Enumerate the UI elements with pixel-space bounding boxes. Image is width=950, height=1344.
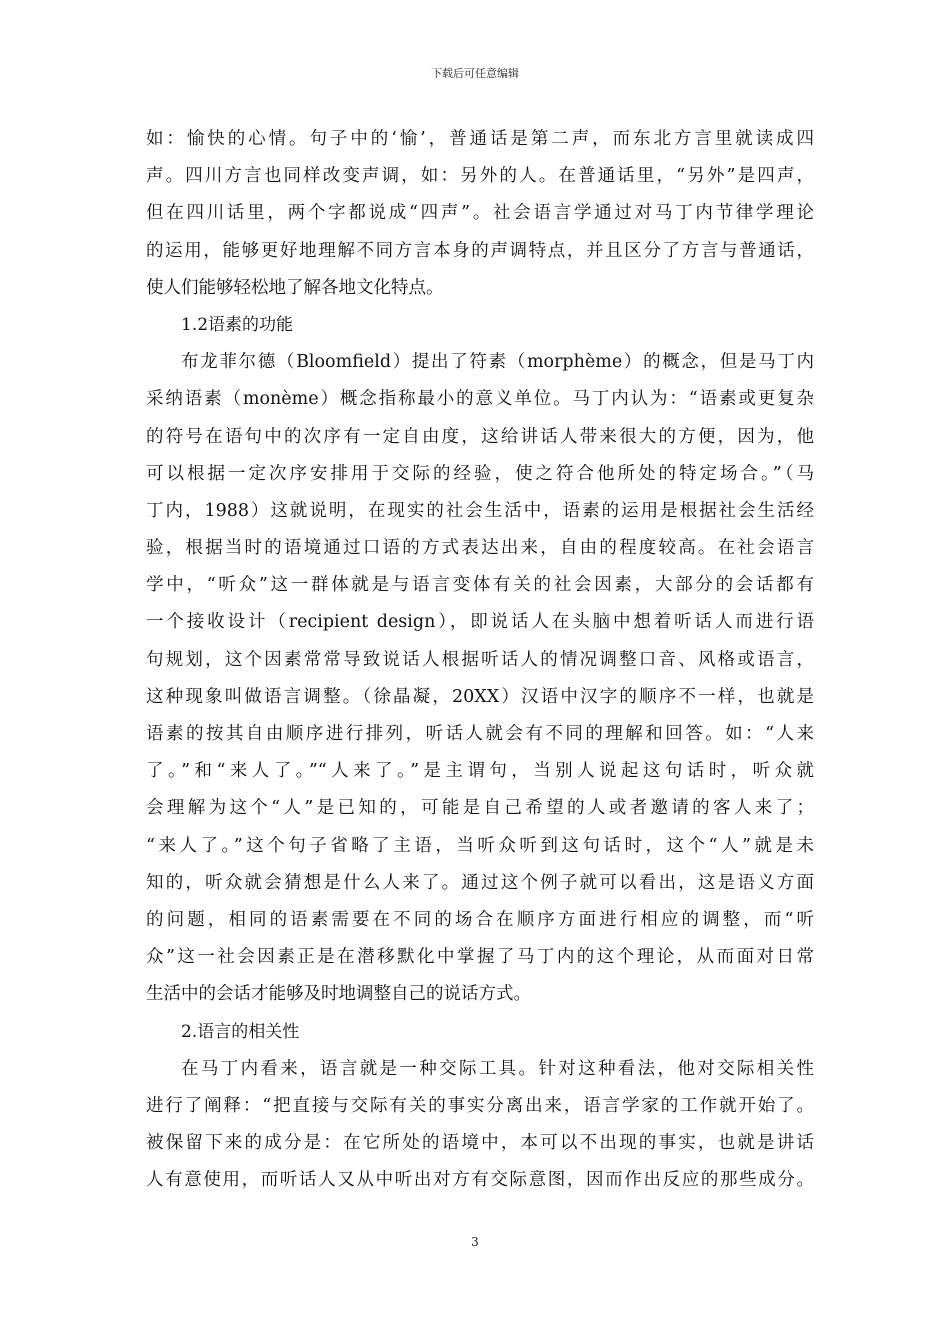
text-line: 如：愉快的心情。句子中的‘愉’，普通话是第二声，而东北方言里就读成四 [146, 129, 814, 149]
text-line: 验，根据当时的语境通过口语的方式表达出来，自由的程度较高。在社会语言 [146, 538, 814, 559]
text-line: 声。四川方言也同样改变声调，如：另外的人。在普通话里，“另外”是四声， [146, 166, 814, 187]
text-line: 语素的按其自由顺序进行排列，听话人就会有不同的理解和回答。如：“人来 [146, 724, 814, 744]
paragraph-language-relevance [146, 1051, 814, 1200]
text-line: 使人们能够轻松地了解各地文化特点。 [146, 277, 444, 298]
text-line: 丁内，1988）这就说明，在现实的社会生活中，语素的运用是根据社会生活经 [146, 500, 814, 521]
text-line: 了。”和“来人了。”“人来了。”是主谓句，当别人说起这句话时，听众就 [146, 761, 814, 782]
paragraph-morpheme-function [146, 344, 814, 1013]
text-line: 进行了阐释：“把直接与交际有关的事实分离出来，语言学家的工作就开始了。 [146, 1095, 814, 1116]
document-body [146, 121, 814, 1199]
text-line: 生活中的会话才能够及时地调整自己的说话方式。 [146, 984, 531, 1005]
text-line: 人有意使用，而听话人又从中听出对方有交际意图，因而作出反应的那些成分。 [146, 1170, 814, 1191]
text-line: 会理解为这个“人”是已知的，可能是自己希望的人或者邀请的客人来了； [146, 798, 814, 819]
text-line: 众”这一社会因素正是在潜移默化中掌握了马丁内的这个理论，从而面对日常 [146, 947, 814, 968]
text-line: 一个接收设计（recipient design），即说话人在头脑中想着听话人而进行语 [146, 612, 814, 633]
page-header: 下载后可任意编辑 [431, 67, 519, 80]
text-line: 布龙菲尔德（Bloomfield）提出了符素（morphème）的概念，但是马丁内 [181, 352, 814, 373]
paragraph-dialect-tones [146, 121, 814, 307]
section-heading-morpheme-function: 1.2语素的功能 [181, 314, 294, 335]
text-line: 但在四川话里，两个字都说成“四声”。社会语言学通过对马丁内节律学理论 [146, 203, 814, 224]
text-line: 知的，听众就会猜想是什么人来了。通过这个例子就可以看出，这是语义方面 [146, 872, 814, 893]
text-line: 的运用，能够更好地理解不同方言本身的声调特点，并且区分了方言与普通话， [146, 240, 814, 261]
text-line: 采纳语素（monème）概念指称最小的意义单位。马丁内认为：“语素或更复杂 [146, 389, 814, 410]
page-number: 3 [471, 1235, 479, 1249]
text-line: “来人了。”这个句子省略了主语，当听众听到这句话时，这个“人”就是未 [146, 835, 814, 856]
text-line: 句规划，这个因素常常导致说话人根据听话人的情况调整口音、风格或语言， [146, 649, 814, 670]
text-line: 在马丁内看来，语言就是一种交际工具。针对这种看法，他对交际相关性 [181, 1058, 814, 1079]
text-line: 的符号在语句中的次序有一定自由度，这给讲话人带来很大的方便，因为，他 [146, 426, 814, 447]
section-heading-language-relevance: 2.语言的相关性 [181, 1021, 300, 1042]
text-line: 学中，“听众”这一群体就是与语言变体有关的社会因素，大部分的会话都有 [146, 575, 814, 596]
text-line: 这种现象叫做语言调整。（徐晶凝，20XX）汉语中汉字的顺序不一样，也就是 [146, 686, 814, 707]
text-line: 可以根据一定次序安排用于交际的经验，使之符合他所处的特定场合。”（马 [146, 463, 814, 484]
text-line: 被保留下来的成分是：在它所处的语境中，本可以不出现的事实，也就是讲话 [146, 1133, 814, 1154]
text-line: 的问题，相同的语素需要在不同的场合在顺序方面进行相应的调整，而“听 [146, 909, 814, 930]
